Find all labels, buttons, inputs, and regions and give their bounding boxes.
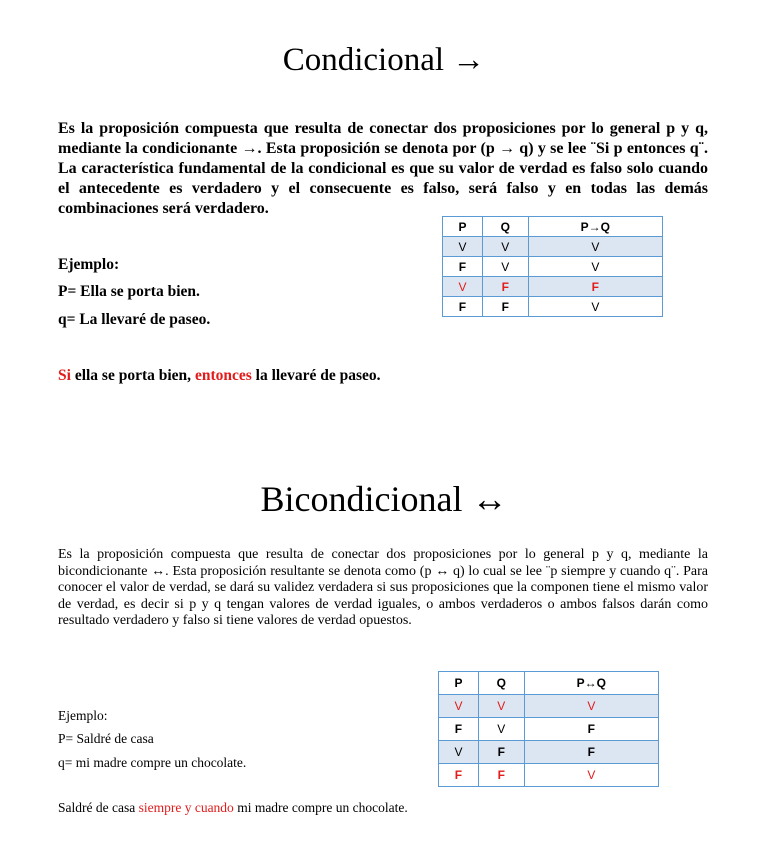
- table-row: [439, 695, 659, 718]
- bicondicional-truth-table: [438, 671, 659, 787]
- header-result: P↔Q: [524, 672, 658, 695]
- table-cell: F: [443, 257, 483, 277]
- table-row: [443, 297, 663, 317]
- table-cell: V: [482, 257, 528, 277]
- table-row: [443, 277, 663, 297]
- header-p: P: [439, 672, 479, 695]
- table-cell: F: [478, 764, 524, 787]
- condicional-truth-table: [442, 216, 663, 317]
- condicional-definition: Es la proposición compuesta que resulta de conectar dos proposiciones por lo general p y q, mediante la condicionante →. Esta proposición se denota por (p → q) y se lee ¨Si p entonces q¨. La característica fundamental de la condicional es que su valor de verdad es falso solo cuando el antecedente es verdadero y el consecuente es falso, será falso y en todas las demás combinaciones será verdadero.: [58, 120, 708, 217]
- table-cell: V: [524, 695, 658, 718]
- table-cell: V: [443, 277, 483, 297]
- table-cell: V: [528, 257, 662, 277]
- table-cell: V: [482, 237, 528, 257]
- table-row: [439, 764, 659, 787]
- table-cell: F: [528, 277, 662, 297]
- table-cell: V: [439, 695, 479, 718]
- header-q: Q: [478, 672, 524, 695]
- sentence-keyword-siempre-y-cuando: siempre y cuando: [138, 800, 234, 815]
- sentence-text: Saldré de casa: [58, 800, 139, 815]
- table-header-row: [439, 672, 659, 695]
- table-row: [439, 741, 659, 764]
- table-cell: V: [528, 237, 662, 257]
- table-cell: F: [443, 297, 483, 317]
- bicondicional-example-p: P= Saldré de casa: [58, 731, 154, 746]
- table-cell: V: [443, 237, 483, 257]
- sentence-keyword-entonces: entonces: [194, 367, 252, 384]
- condicional-example-sentence: [58, 367, 380, 385]
- table-cell: V: [478, 695, 524, 718]
- table-cell: F: [524, 741, 658, 764]
- table-cell: F: [482, 297, 528, 317]
- sentence-text: ella se porta bien,: [70, 367, 195, 384]
- condicional-title: Condicional →: [282, 42, 486, 78]
- table-cell: F: [482, 277, 528, 297]
- table-cell: F: [439, 764, 479, 787]
- header-p: P: [443, 217, 483, 237]
- condicional-example-q: q= La llevaré de paseo.: [58, 311, 211, 328]
- sentence-keyword-si: Si: [58, 367, 71, 384]
- bicondicional-example-label: Ejemplo:: [58, 708, 108, 723]
- sentence-text: mi madre compre un chocolate.: [233, 800, 408, 815]
- header-q: Q: [482, 217, 528, 237]
- sentence-text: la llevaré de paseo.: [251, 367, 381, 384]
- bicondicional-definition: Es la proposición compuesta que resulta de conectar dos proposiciones por lo general p y q, mediante la bicondicionante ↔. Esta proposición resultante se denota como (p ↔ q) lo cual se lee ¨p siempre y cuando q¨. Para conocer el valor de verdad, se dará su validez verdadera si sus proposiciones que la componen tiene el mismo valor de verdad, es decir si p y q tengan valores de verdad iguales, o ambos verdaderos o ambos falsos darán como resultado verdadero y falso si tiene valores de verdad opuestos.: [58, 547, 708, 628]
- bicondicional-title: Bicondicional ↔: [260, 479, 508, 519]
- bicondicional-example-sentence: [58, 800, 408, 816]
- table-cell: F: [524, 718, 658, 741]
- table-header-row: [443, 217, 663, 237]
- table-row: [443, 237, 663, 257]
- condicional-example-label: Ejemplo:: [58, 256, 120, 273]
- table-cell: V: [439, 741, 479, 764]
- table-cell: V: [528, 297, 662, 317]
- condicional-example-p: P= Ella se porta bien.: [58, 283, 200, 300]
- table-row: [439, 718, 659, 741]
- table-cell: F: [439, 718, 479, 741]
- table-cell: V: [478, 718, 524, 741]
- table-cell: V: [524, 764, 658, 787]
- table-cell: F: [478, 741, 524, 764]
- bicondicional-example-q: q= mi madre compre un chocolate.: [58, 755, 247, 770]
- table-row: [443, 257, 663, 277]
- header-result: P→Q: [528, 217, 662, 237]
